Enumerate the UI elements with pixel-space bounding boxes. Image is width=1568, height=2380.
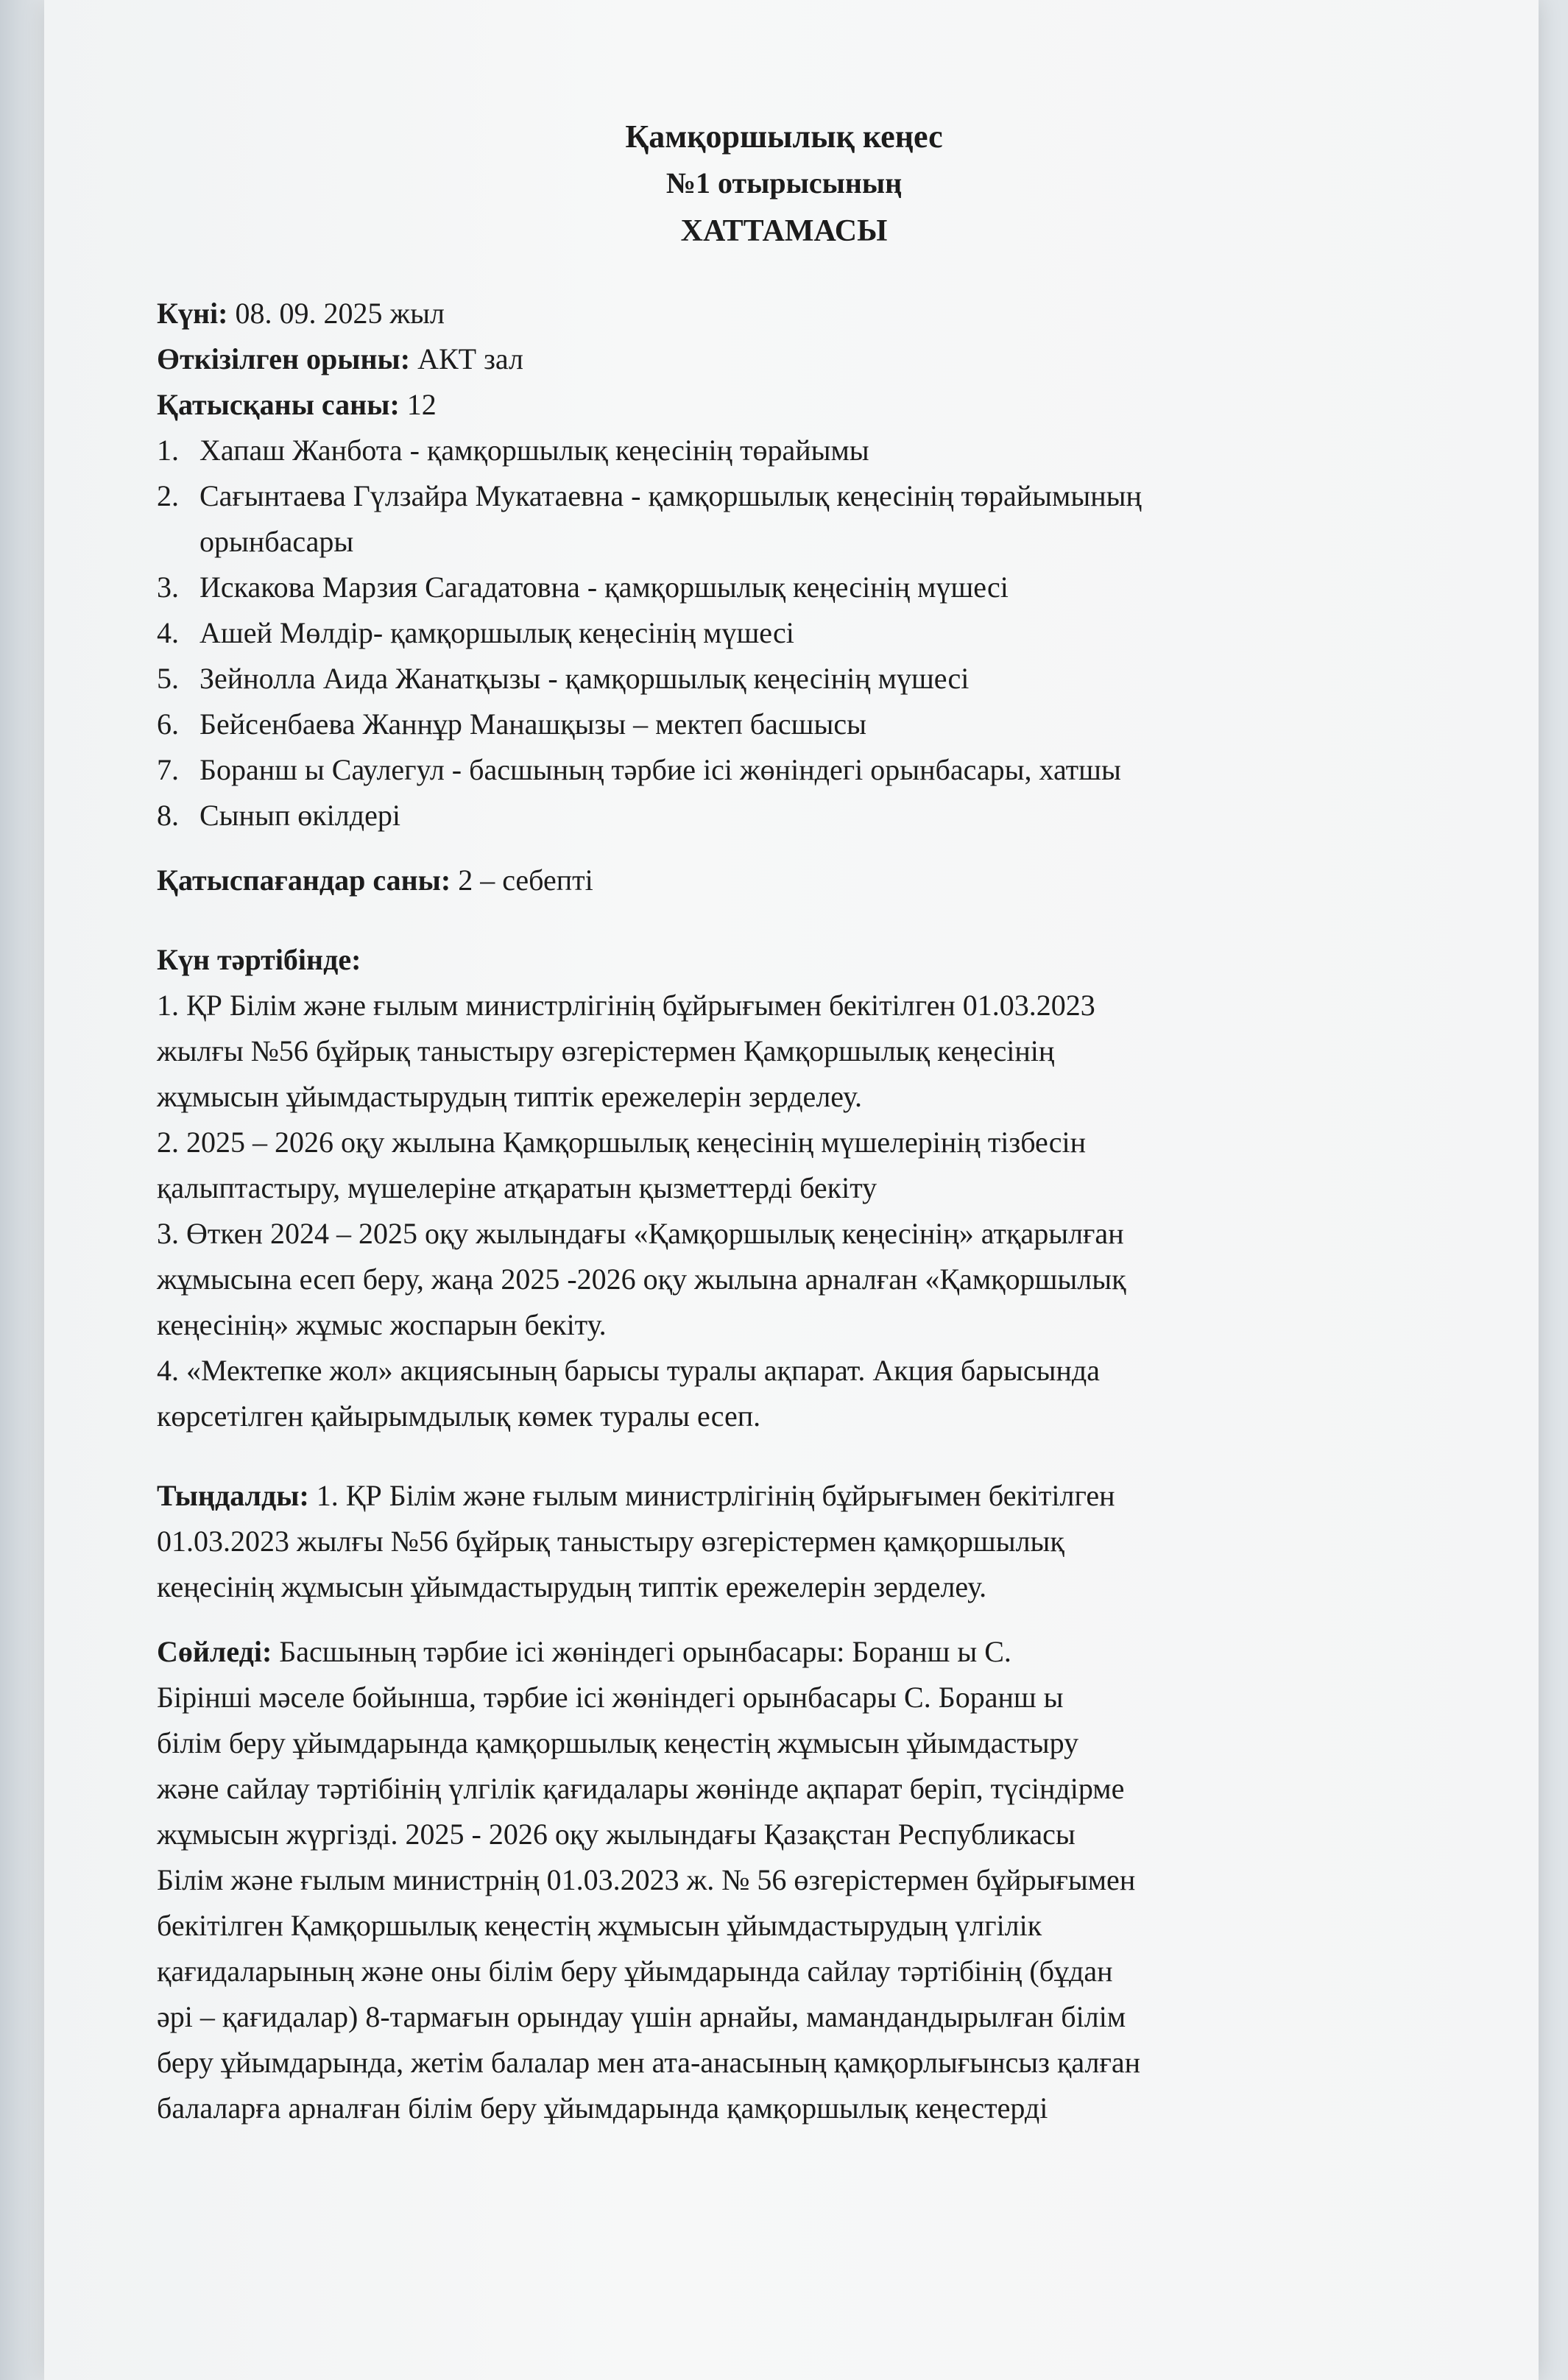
agenda-item-line: жылғы №56 бұйрық таныстыру өзгерістермен Қамқоршылық кеңесінің <box>157 1034 1055 1067</box>
spoke-text: Басшының тәрбие ісі жөніндегі орынбасары: Боранш ы С. <box>279 1635 1011 1668</box>
participants-list <box>157 428 1423 838</box>
participant-item <box>157 656 1423 702</box>
listened-first-line <box>157 1473 1423 1519</box>
participant-text: Зейнолла Аида Жанатқызы - қамқоршылық кеңесінің мүшесі <box>199 662 970 695</box>
document-heading: ХАТТАМАСЫ <box>680 214 888 248</box>
place-line <box>157 336 1423 382</box>
spoke-line: Бірінші мәселе бойынша, тәрбие ісі жөніндегі орынбасары С. Боранш ы <box>157 1681 1064 1714</box>
place-label: Өткізілген орыны: <box>157 342 411 375</box>
spoke-section <box>157 1629 1423 2131</box>
agenda-item-line: жұмысын ұйымдастырудың типтік ережелерін зерделеу. <box>157 1080 863 1113</box>
spoke-line: білім беру ұйымдарында қамқоршылық кеңестің жұмысын ұйымдастыру <box>157 1726 1079 1759</box>
participant-item <box>157 793 1423 838</box>
participant-text: Хапаш Жанбота - қамқоршылық кеңесінің төрайымы <box>199 434 869 467</box>
participant-number: 7. <box>157 753 179 786</box>
agenda-item <box>157 983 1423 1120</box>
absent-label: Қатыспағандар саны: <box>157 864 451 897</box>
participant-text: Бейсенбаева Жаннұр Манашқызы – мектеп басшысы <box>199 707 866 741</box>
spoke-line: қағидаларының және оны білім беру ұйымдарында сайлау тәртібінің (бұдан <box>157 1955 1113 1988</box>
document-title: Қамқоршылық кеңес <box>625 119 943 155</box>
listened-text: 1. ҚР Білім және ғылым министрлігінің бұйрығымен бекітілген <box>316 1479 1115 1512</box>
document-subtitle: №1 отырысының <box>665 166 903 199</box>
spoke-line: және сайлау тәртібінің үлгілік қағидалары жөнінде ақпарат беріп, түсіндірме <box>157 1772 1125 1805</box>
agenda-item <box>157 1120 1423 1211</box>
listened-section <box>157 1473 1423 1610</box>
participant-text: Сынып өкілдері <box>199 799 400 832</box>
participant-number: 4. <box>157 616 179 649</box>
spoke-first-line <box>157 1629 1423 1675</box>
absent-line <box>157 858 1423 903</box>
listened-line: 01.03.2023 жылғы №56 бұйрық таныстыру өзгерістермен қамқоршылық <box>157 1525 1064 1558</box>
participant-text: Боранш ы Саулегул - басшының тәрбие ісі жөніндегі орынбасары, хатшы <box>199 753 1121 786</box>
participant-number: 8. <box>157 799 179 832</box>
spoke-line: жұмысын жүргізді. 2025 - 2026 оқу жылындағы Қазақстан Республикасы <box>157 1818 1076 1851</box>
participant-item <box>157 610 1423 656</box>
participant-item <box>157 473 1423 519</box>
agenda-item-line: 2. 2025 – 2026 оқу жылына Қамқоршылық кеңесінің мүшелерінің тізбесін <box>157 1126 1087 1159</box>
place-value: АКТ зал <box>417 342 523 375</box>
participant-text: Сағынтаева Гүлзайра Мукатаевна - қамқоршылық кеңесінің төрайымының <box>199 479 1142 512</box>
participant-number: 5. <box>157 662 179 695</box>
agenda-item-line: 1. ҚР Білім және ғылым министрлігінің бұйрығымен бекітілген 01.03.2023 <box>157 989 1095 1022</box>
agenda-label: Күн тәртібінде: <box>157 943 361 976</box>
agenda-item-line: көрсетілген қайырымдылық көмек туралы есеп. <box>157 1399 761 1433</box>
participant-text: Искакова Марзия Сагадатовна - қамқоршылық кеңесінің мүшесі <box>199 571 1009 604</box>
participant-number: 1. <box>157 434 179 467</box>
agenda-item-line: 4. «Мектепке жол» акциясының барысы туралы ақпарат. Акция барысында <box>157 1354 1101 1387</box>
agenda-item-line: 3. Өткен 2024 – 2025 оқу жылындағы «Қамқоршылық кеңесінің» атқарылған <box>157 1217 1124 1250</box>
participant-number: 3. <box>157 571 179 604</box>
page-edge-shadow <box>0 0 44 2380</box>
participant-item <box>157 702 1423 747</box>
agenda-item-line: кеңесінің» жұмыс жоспарын бекіту. <box>157 1308 607 1341</box>
participant-text: Ашей Мөлдір- қамқоршылық кеңесінің мүшесі <box>199 616 794 649</box>
date-value: 08. 09. 2025 жыл <box>235 297 445 330</box>
present-value: 12 <box>406 388 437 421</box>
date-label: Күні: <box>157 297 228 330</box>
agenda-item <box>157 1211 1423 1348</box>
agenda-item-line: жұмысына есеп беру, жаңа 2025 -2026 оқу жылына арналған «Қамқоршылық <box>157 1263 1126 1296</box>
agenda-list <box>157 983 1423 1439</box>
spoke-line: балаларға арналған білім беру ұйымдарында қамқоршылық кеңестерді <box>157 2091 1048 2125</box>
agenda-item <box>157 1348 1423 1439</box>
date-line <box>157 291 1423 336</box>
participant-item <box>157 428 1423 473</box>
present-label: Қатысқаны саны: <box>157 388 400 421</box>
listened-line: кеңесінің жұмысын ұйымдастырудың типтік ережелерін зерделеу. <box>157 1570 987 1603</box>
spoke-label: Сөйледі: <box>157 1635 272 1668</box>
spoke-line: беру ұйымдарында, жетім балалар мен ата-анасының қамқорлығынсыз қалған <box>157 2046 1141 2079</box>
participant-text-continued: орынбасары <box>199 525 354 558</box>
participant-number: 2. <box>157 479 179 512</box>
present-line <box>157 382 1423 428</box>
participant-number: 6. <box>157 707 179 741</box>
spoke-line: әрі – қағидалар) 8-тармағын орындау үшін арнайы, мамандандырылған білім <box>157 2000 1126 2033</box>
spoke-line: бекітілген Қамқоршылық кеңестің жұмысын ұйымдастырудың үлгілік <box>157 1909 1042 1942</box>
participant-item <box>157 565 1423 610</box>
participant-item <box>157 747 1423 793</box>
spoke-line: Білім және ғылым министрнің 01.03.2023 ж. № 56 өзгерістермен бұйрығымен <box>157 1863 1136 1896</box>
document-body <box>157 291 1423 2131</box>
absent-value: 2 – себепті <box>458 864 593 897</box>
listened-label: Тыңдалды: <box>157 1479 309 1512</box>
agenda-item-line: қалыптастыру, мүшелеріне атқаратын қызметтерді бекіту <box>157 1171 877 1204</box>
